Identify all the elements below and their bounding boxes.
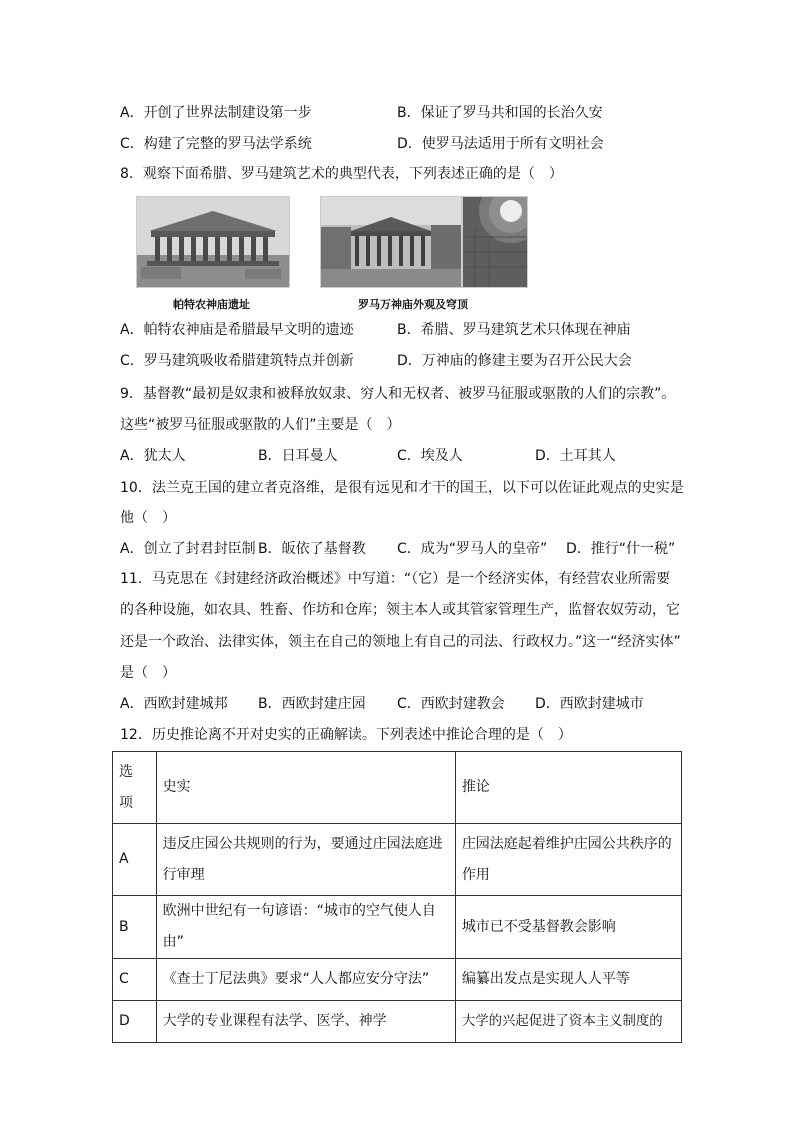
header-option-cell: [113, 752, 157, 824]
row-option: A: [113, 824, 157, 896]
q11-option-a: A．西欧封建城邦: [120, 696, 228, 712]
pantheon-dome-photo: [462, 196, 528, 288]
row-fact: 《查士丁尼法典》要求“人人都应安分守法”: [156, 959, 455, 1001]
q8-option-d: D．万神庙的修建主要为召开公民大会: [397, 353, 632, 369]
row-option: B: [113, 896, 157, 959]
q7-option-b: B．保证了罗马共和国的长治久安: [397, 105, 603, 121]
q10-stem-line1: 10．法兰克王国的建立者克洛维，是很有远见和才干的国王，以下可以佐证此观点的史实是: [120, 480, 684, 496]
table-row: [113, 959, 682, 1001]
row-inference: 城市已不受基督教会影响: [455, 896, 681, 959]
table-row: [113, 1001, 682, 1043]
q10-option-c: C．成为“罗马人的皇帝”: [397, 541, 548, 557]
row-fact: 欧洲中世纪有一句谚语：“城市的空气使人自由”: [156, 896, 455, 959]
q11-option-d: D．西欧封建城市: [535, 696, 644, 712]
row-option: D: [113, 1001, 157, 1043]
header-option-line1: 选: [119, 763, 133, 780]
header-option-line2: 项: [119, 794, 133, 811]
q7-option-a: A．开创了世界法制建设第一步: [120, 105, 312, 121]
q11-stem-line1: 11．马克思在《封建经济政治概述》中写道：“（它）是一个经济实体，有经营农业所需要: [120, 571, 671, 587]
q9-stem-line2: 这些“被罗马征服或驱散的人们”主要是（ ）: [120, 417, 401, 433]
q9-option-b: B．日耳曼人: [258, 448, 338, 464]
parthenon-photo: [136, 196, 290, 288]
q11-option-b: B．西欧封建庄园: [258, 696, 366, 712]
row-inference: 庄园法庭起着维护庄园公共秩序的作用: [455, 824, 681, 896]
q11-option-c: C．西欧封建教会: [397, 696, 505, 712]
row-fact: 违反庄园公共规则的行为，要通过庄园法庭进行审理: [156, 824, 455, 896]
q7-option-d: D．使罗马法适用于所有文明社会: [397, 136, 604, 152]
row-fact: 大学的专业课程有法学、医学、神学: [156, 1001, 455, 1043]
row-inference: 编纂出发点是实现人人平等: [455, 959, 681, 1001]
q9-stem-line1: 9．基督教“最初是奴隶和被释放奴隶、穷人和无权者、被罗马征服或驱散的人们的宗教”。: [120, 386, 676, 402]
row-inference: 大学的兴起促进了资本主义制度的: [455, 1001, 681, 1043]
pantheon-exterior-photo: [320, 196, 462, 288]
q9-option-d: D．土耳其人: [535, 448, 616, 464]
q8-stem: 8．观察下面希腊、罗马建筑艺术的典型代表，下列表述正确的是（ ）: [120, 166, 563, 182]
q8-option-c: C．罗马建筑吸收希腊建筑特点并创新: [120, 353, 354, 369]
q7-option-c: C．构建了完整的罗马法学系统: [120, 136, 312, 152]
parthenon-caption: 帕特农神庙遗址: [173, 298, 250, 311]
q10-option-d: D．推行“什一税”: [566, 541, 676, 557]
q10-option-b: B．皈依了基督教: [258, 541, 366, 557]
q12-stem: 12．历史推论离不开对史实的正确解读。下列表述中推论合理的是（ ）: [120, 727, 572, 743]
q8-option-a: A．帕特农神庙是希腊最早文明的遗迹: [120, 322, 354, 338]
q11-stem-line3: 还是一个政治、法律实体，领主在自己的领地上有自己的司法、行政权力。”这一“经济实体”: [120, 634, 681, 650]
table-row: [113, 896, 682, 959]
q10-option-a: A．创立了封君封臣制: [120, 541, 256, 557]
header-fact-cell: 史实: [156, 752, 455, 824]
q9-option-c: C．埃及人: [397, 448, 463, 464]
q10-stem-line2: 他（ ）: [120, 510, 176, 526]
pantheon-caption: 罗马万神庙外观及穹顶: [358, 298, 468, 311]
q11-stem-line4: 是（ ）: [120, 665, 176, 681]
row-option: C: [113, 959, 157, 1001]
q9-option-a: A．犹太人: [120, 448, 186, 464]
q8-option-b: B．希腊、罗马建筑艺术只体现在神庙: [397, 322, 631, 338]
q12-table: [112, 751, 682, 1043]
q11-stem-line2: 的各种设施，如农具、牲畜、作坊和仓库；领主本人或其管家管理生产，监督农奴劳动，它: [120, 602, 680, 618]
table-row: [113, 824, 682, 896]
header-inference-cell: 推论: [455, 752, 681, 824]
table-header-row: [113, 752, 682, 824]
